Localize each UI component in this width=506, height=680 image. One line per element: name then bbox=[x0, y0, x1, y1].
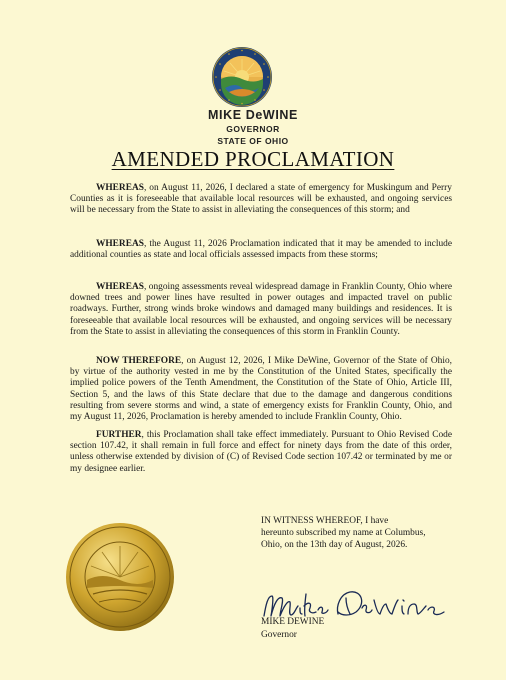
witness-line: hereunto subscribed my name at Columbus, bbox=[261, 528, 426, 538]
document-title-text: AMENDED PROCLAMATION bbox=[111, 147, 395, 171]
state-seal-icon bbox=[57, 514, 183, 640]
witness-line: IN WITNESS WHEREOF, I have bbox=[261, 516, 389, 526]
paragraph-further bbox=[70, 430, 452, 475]
paragraph-text: , ongoing assessments reveal widespread damage in Franklin County, Ohio where downed trees and power lines have resulted in power outages and impacted travel on public roadways. Further, strong winds broke windows and damaged many buildings and residences. It is foreseeable that available local resources will be exhausted, and ongoing services will be necessary from the State to assist in alleviating the consequences of this storm in Franklin County. bbox=[70, 282, 452, 337]
paragraph-whereas-2 bbox=[70, 239, 452, 261]
paragraph-text: , on August 12, 2026, I Mike DeWine, Governor of the State of Ohio, by virtue of the authority vested in me by the Constitution of the United States, specifically the implied police powers of the Tenth Amendment, the Constitution of the State of Ohio, Article III, Section 5, and the laws of this State declare that due to the damage and dangerous conditions resulting from severe storms and wind, a state of emergency exists for Franklin County, Ohio, and my August 11, 2026, Proclamation is hereby amended to include Franklin County, Ohio. bbox=[70, 356, 452, 423]
witness-statement bbox=[261, 515, 461, 551]
paragraph-lead: WHEREAS bbox=[96, 183, 144, 193]
governor-seal-icon bbox=[211, 46, 273, 108]
state-name: STATE OF OHIO bbox=[217, 136, 289, 146]
paragraph-lead: FURTHER bbox=[96, 430, 142, 440]
paragraph-text: , on August 11, 2026, I declared a state of emergency for Muskingum and Perry Counties as it is foreseeable that available local resources will be exhausted, and ongoing services will be necessary from the State to assist in alleviating the consequences of this storm; and bbox=[70, 183, 452, 216]
paragraph-whereas-1 bbox=[70, 183, 452, 217]
paragraph-lead: NOW THEREFORE bbox=[96, 356, 182, 366]
governor-name: MIKE DeWINE bbox=[208, 108, 298, 122]
paragraph-now-therefore bbox=[70, 356, 452, 423]
document-title bbox=[0, 147, 506, 172]
witness-line: Ohio, on the 13th day of August, 2026. bbox=[261, 540, 408, 550]
paragraph-text: , the August 11, 2026 Proclamation indicated that it may be amended to include additional counties as state and local officials assessed impacts from these storms; bbox=[70, 239, 452, 261]
paragraph-whereas-3 bbox=[70, 282, 452, 338]
signer-name: MIKE DEWINE bbox=[261, 617, 325, 627]
governor-title: GOVERNOR bbox=[226, 124, 280, 134]
paragraph-lead: WHEREAS bbox=[96, 282, 144, 292]
paragraph-text: , this Proclamation shall take effect immediately. Pursuant to Ohio Revised Code section 107.42, it shall remain in full force and effect for ninety days from the date of this order, unless otherwise extended by division of (C) of Revised Code section 107.42 or terminated by me or my designee earlier. bbox=[70, 430, 452, 474]
paragraph-lead: WHEREAS bbox=[96, 239, 144, 249]
signer-role: Governor bbox=[261, 630, 297, 640]
